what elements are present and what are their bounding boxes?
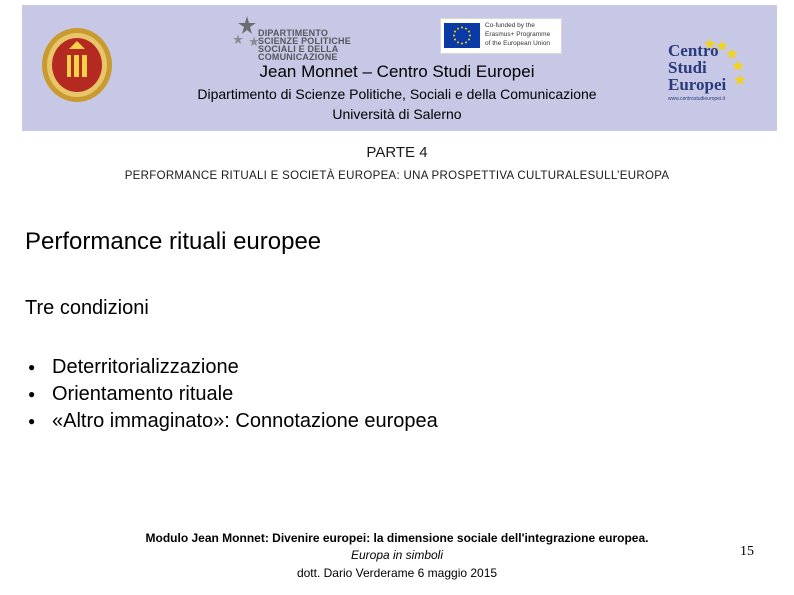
list-item-text: «Altro immaginato»: Connotazione europea	[52, 410, 438, 432]
erasmus-logo	[440, 18, 562, 54]
slide-title: Performance rituali europee	[25, 228, 322, 255]
csb-logo-url: www.centrostudieuropei.it	[668, 96, 725, 102]
page-number: 15	[740, 544, 754, 559]
list-item-text: Orientamento rituale	[52, 383, 234, 405]
dept-logo-line: DIPARTIMENTO	[258, 28, 329, 38]
header-university: Università di Salerno	[332, 106, 462, 122]
bullet-icon: ●	[28, 414, 36, 428]
erasmus-line: Co-funded by the	[485, 22, 535, 29]
csb-logo-line: Europei	[668, 75, 727, 94]
dept-logo-line: SOCIALI E DELLA COMUNICAZIONE	[258, 44, 339, 62]
header-title: Jean Monnet – Centro Studi Europei	[259, 62, 535, 81]
footer-topic: Europa in simboli	[350, 548, 444, 562]
department-logo	[232, 14, 392, 62]
header-department: Dipartimento di Scienze Politiche, Sociali e della Comunicazione	[197, 86, 597, 102]
section-part-label: PARTE 4	[366, 144, 428, 161]
dept-logo-line: SCIENZE POLITICHE	[258, 36, 351, 46]
bullet-icon: ●	[28, 360, 36, 374]
lead-text: Tre condizioni	[25, 297, 149, 319]
eu-flag-icon	[444, 23, 480, 48]
csb-logo-line: Studi	[668, 58, 707, 77]
footer-author-date: dott. Dario Verderame 6 maggio 2015	[296, 566, 498, 580]
footer-module: Modulo Jean Monnet: Divenire europei: la dimensione sociale dell'integrazione europea.	[145, 531, 649, 545]
list-item-text: Deterritorializzazione	[52, 356, 239, 378]
erasmus-line: Erasmus+ Programme	[485, 31, 551, 38]
erasmus-line: of the European Union	[485, 40, 551, 47]
csb-logo-line: Centro	[668, 41, 719, 60]
section-subtitle: PERFORMANCE RITUALI E SOCIETÀ EUROPEA: UNA PROSPETTIVA CULTURALESULL’EUROPA	[124, 170, 670, 182]
bullet-icon: ●	[28, 387, 36, 401]
